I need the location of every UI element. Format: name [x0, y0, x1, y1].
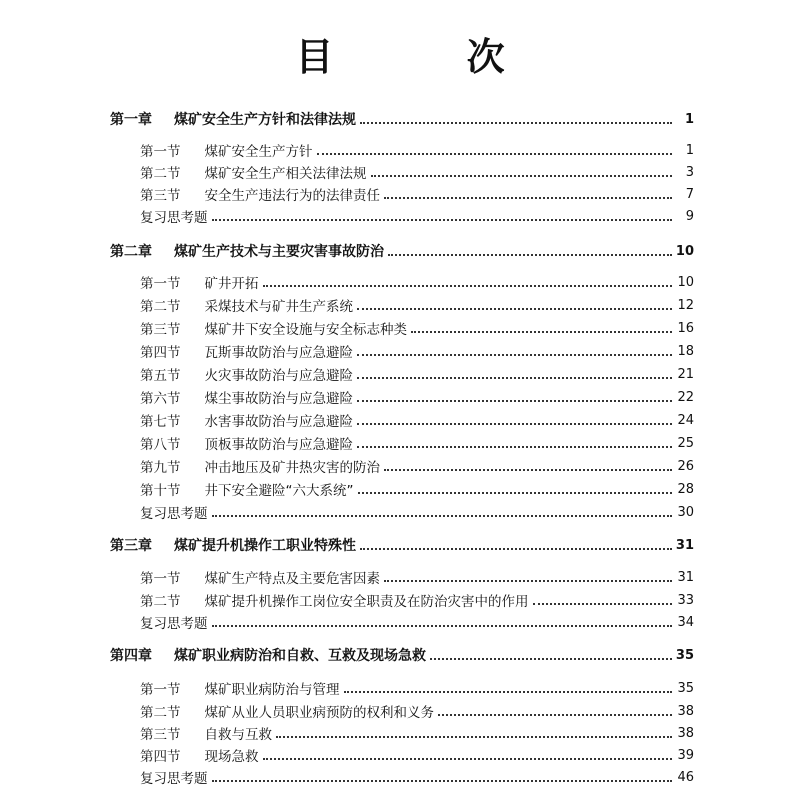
toc-review[interactable] — [140, 766, 694, 788]
page-number: 1 — [684, 111, 694, 127]
section-title: 煤矿安全生产相关法律法规 — [204, 166, 367, 182]
dot-leader — [357, 307, 672, 310]
dot-leader — [263, 757, 673, 760]
section-title: 顶板事故防治与应急避险 — [204, 437, 353, 453]
page-number: 33 — [677, 592, 694, 608]
toc-section[interactable] — [140, 294, 694, 316]
section-number: 第一节 — [140, 571, 181, 587]
section-title: 煤矿井下安全设施与安全标志种类 — [204, 322, 407, 338]
dot-leader — [384, 579, 672, 582]
page-number: 9 — [685, 208, 694, 224]
section-number: 第十节 — [140, 483, 181, 499]
page-number: 10 — [677, 274, 694, 290]
toc-review[interactable] — [140, 611, 694, 633]
section-number: 第五节 — [140, 368, 181, 384]
section-number: 第七节 — [140, 414, 181, 430]
toc-section[interactable] — [140, 271, 694, 293]
section-number: 第八节 — [140, 437, 181, 453]
section-number: 第一节 — [140, 144, 181, 160]
chapter-number: 第一章 — [110, 112, 152, 128]
section-number: 第三节 — [140, 322, 181, 338]
page-number: 22 — [677, 389, 694, 405]
section-title: 煤矿从业人员职业病预防的权利和义务 — [204, 705, 434, 721]
page-number: 34 — [677, 614, 694, 630]
section-number: 第三节 — [140, 727, 181, 743]
dot-leader — [317, 152, 673, 155]
section-number: 第四节 — [140, 749, 181, 765]
chapter-number: 第三章 — [110, 538, 152, 554]
dot-leader — [388, 253, 672, 256]
page-number: 1 — [685, 142, 694, 158]
toc-section[interactable] — [140, 589, 694, 611]
dot-leader — [212, 218, 673, 221]
chapter-title: 煤矿提升机操作工职业特殊性 — [174, 538, 356, 554]
review-title: 复习思考题 — [140, 506, 208, 522]
toc-section[interactable] — [140, 409, 694, 431]
section-title: 自救与互救 — [204, 727, 272, 743]
page-number: 3 — [685, 164, 694, 180]
review-title: 复习思考题 — [140, 616, 208, 632]
page-number: 12 — [677, 297, 694, 313]
dot-leader — [533, 602, 673, 605]
toc-section[interactable] — [140, 340, 694, 362]
toc-review[interactable] — [140, 501, 694, 523]
toc-section[interactable] — [140, 722, 694, 744]
section-title: 煤矿职业病防治与管理 — [204, 682, 340, 698]
dot-leader — [212, 624, 673, 627]
toc-section[interactable] — [140, 478, 694, 500]
toc-section[interactable] — [140, 744, 694, 766]
page-number: 38 — [677, 725, 694, 741]
dot-leader — [360, 121, 672, 124]
page-number: 39 — [677, 747, 694, 763]
section-title: 采煤技术与矿井生产系统 — [204, 299, 353, 315]
dot-leader — [357, 376, 672, 379]
dot-leader — [357, 399, 672, 402]
review-title: 复习思考题 — [140, 771, 208, 787]
section-title: 瓦斯事故防治与应急避险 — [204, 345, 353, 361]
dot-leader — [384, 196, 672, 199]
toc-section[interactable] — [140, 432, 694, 454]
dot-leader — [344, 690, 673, 693]
chapter-number: 第四章 — [110, 648, 152, 664]
toc-section[interactable] — [140, 455, 694, 477]
section-title: 煤矿安全生产方针 — [204, 144, 313, 160]
page-title: 目 次 — [295, 34, 565, 79]
section-number: 第三节 — [140, 188, 181, 204]
toc-section[interactable] — [140, 139, 694, 161]
section-title: 现场急救 — [204, 749, 259, 765]
section-number: 第六节 — [140, 391, 181, 407]
dot-leader — [430, 657, 672, 660]
chapter-title: 煤矿职业病防治和自救、互救及现场急救 — [174, 648, 426, 664]
dot-leader — [357, 422, 672, 425]
toc-section[interactable] — [140, 566, 694, 588]
section-number: 第一节 — [140, 682, 181, 698]
page-number: 46 — [677, 769, 694, 785]
dot-leader — [212, 514, 673, 517]
dot-leader — [357, 353, 672, 356]
toc-chapter-3[interactable] — [110, 534, 694, 556]
section-number: 第一节 — [140, 276, 181, 292]
section-title: 火灾事故防治与应急避险 — [204, 368, 353, 384]
toc-review[interactable] — [140, 205, 694, 227]
section-title: 煤尘事故防治与应急避险 — [204, 391, 353, 407]
toc-section[interactable] — [140, 677, 694, 699]
toc-section[interactable] — [140, 386, 694, 408]
toc-chapter-4[interactable] — [110, 644, 694, 666]
page-number: 28 — [677, 481, 694, 497]
page-number: 10 — [675, 243, 694, 259]
toc-section[interactable] — [140, 317, 694, 339]
dot-leader — [371, 174, 673, 177]
section-title: 井下安全避险“六大系统” — [204, 483, 354, 499]
chapter-number: 第二章 — [110, 244, 152, 260]
section-number: 第九节 — [140, 460, 181, 476]
section-title: 安全生产违法行为的法律责任 — [204, 188, 380, 204]
section-number: 第二节 — [140, 594, 181, 610]
section-title: 煤矿生产特点及主要危害因素 — [204, 571, 380, 587]
dot-leader — [360, 547, 672, 550]
page-number: 31 — [677, 569, 694, 585]
section-number: 第二节 — [140, 166, 181, 182]
toc-section[interactable] — [140, 363, 694, 385]
toc-chapter-2[interactable] — [110, 240, 694, 262]
dot-leader — [438, 713, 672, 716]
review-title: 复习思考题 — [140, 210, 208, 226]
page-number: 18 — [677, 343, 694, 359]
dot-leader — [358, 491, 673, 494]
dot-leader — [357, 445, 672, 448]
section-title: 水害事故防治与应急避险 — [204, 414, 353, 430]
dot-leader — [411, 330, 672, 333]
page-number: 26 — [677, 458, 694, 474]
page-number: 31 — [675, 537, 694, 553]
page-number: 24 — [677, 412, 694, 428]
page-number: 30 — [677, 504, 694, 520]
chapter-title: 煤矿安全生产方针和法律法规 — [174, 112, 356, 128]
page-number: 25 — [677, 435, 694, 451]
dot-leader — [276, 735, 672, 738]
page-number: 35 — [677, 680, 694, 696]
page-number: 7 — [685, 186, 694, 202]
page-number: 38 — [677, 703, 694, 719]
page-number: 16 — [677, 320, 694, 336]
page-number: 21 — [677, 366, 694, 382]
toc-section[interactable] — [140, 161, 694, 183]
section-number: 第二节 — [140, 299, 181, 315]
section-title: 煤矿提升机操作工岗位安全职责及在防治灾害中的作用 — [204, 594, 529, 610]
dot-leader — [263, 284, 673, 287]
toc-chapter-1[interactable] — [110, 108, 694, 130]
section-number: 第四节 — [140, 345, 181, 361]
section-title: 冲击地压及矿井热灾害的防治 — [204, 460, 380, 476]
dot-leader — [384, 468, 672, 471]
page-number: 35 — [675, 647, 694, 663]
section-title: 矿井开拓 — [204, 276, 259, 292]
toc-section[interactable] — [140, 183, 694, 205]
section-number: 第二节 — [140, 705, 181, 721]
chapter-title: 煤矿生产技术与主要灾害事故防治 — [174, 244, 384, 260]
toc-section[interactable] — [140, 700, 694, 722]
dot-leader — [212, 779, 673, 782]
